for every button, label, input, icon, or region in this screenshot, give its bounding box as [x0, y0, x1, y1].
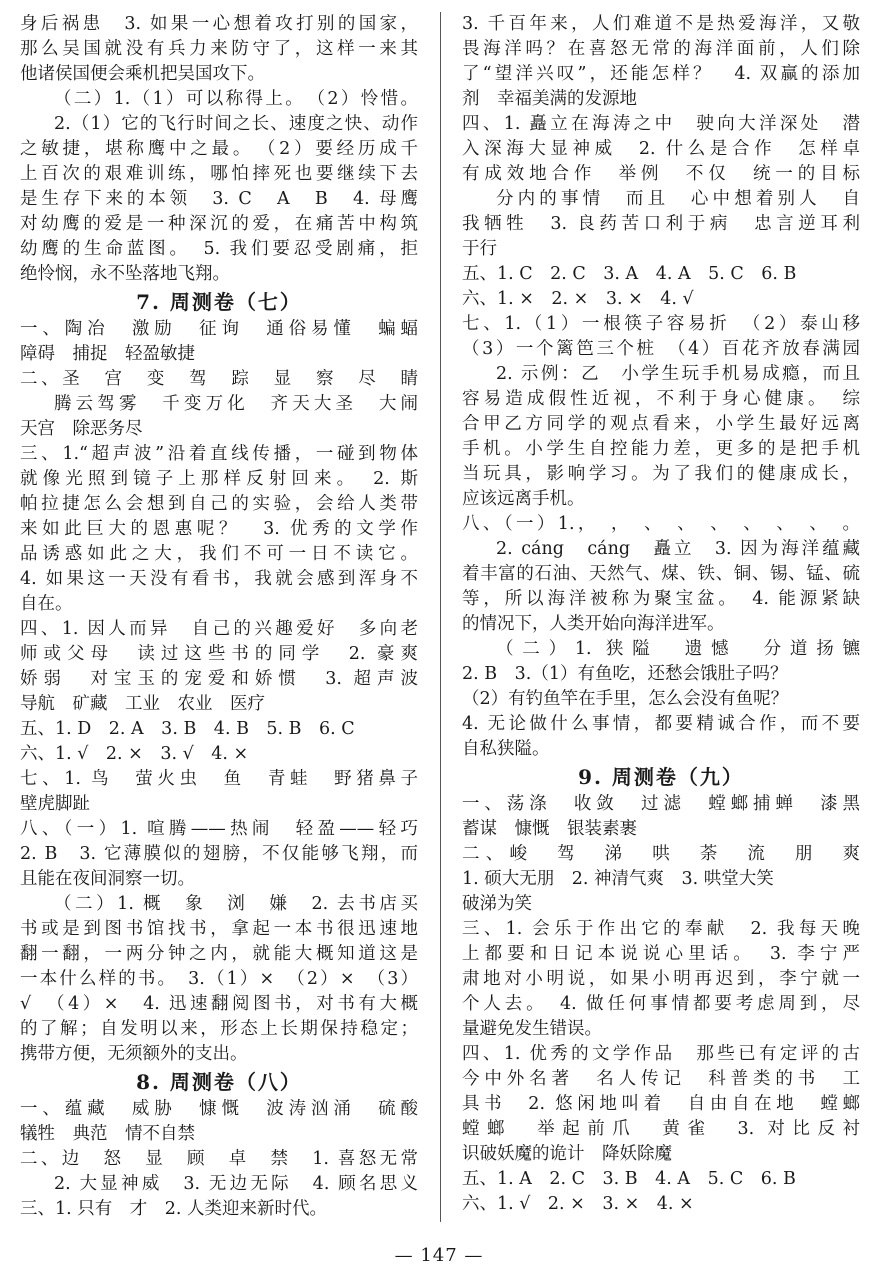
text-line: 3. 千百年来，人们难道不是热爱海洋，又敬 [462, 14, 860, 34]
text-line: 八、（一）1.， ， 、 、 、 、 、 、 。 [462, 514, 860, 534]
text-line: 一、荡涤 收敛 过滤 螳螂捕蝉 漆黑 [462, 794, 860, 814]
text-line: 且能在夜间洞察一切。 [20, 869, 195, 889]
text-line: 六、1. √ 2. × 3. √ 4. × [20, 744, 249, 764]
text-line: 是生存下来的本领 3. C A B 4. 母鹰 [20, 189, 418, 209]
text-line: 2. 大显神威 3. 无边无际 4. 顾名思义 [54, 1174, 418, 1194]
text-line: （2）有钓鱼竿在手里，怎么会没有鱼呢？ [462, 689, 789, 709]
text-line: 了“望洋兴叹”，还能怎样？ 4. 双赢的添加 [462, 64, 860, 84]
text-line: 他诸侯国便会乘机把吴国攻下。 [20, 64, 265, 84]
section-title: 8. 周测卷（八） [136, 1070, 302, 1094]
text-line: 五、1. D 2. A 3. B 4. B 5. B 6. C [20, 719, 355, 739]
text-line: 携带方便，无须额外的支出。 [20, 1044, 248, 1064]
text-line: 当玩具，影响学习。为了我们的健康成长， [462, 464, 860, 484]
text-line: 肃地对小明说，如果小明再迟到，李宁就一 [462, 969, 860, 989]
text-line: 着丰富的石油、天然气、煤、铁、铜、锡、锰、硫 [462, 564, 860, 584]
text-line: 二、边 怒 显 顾 卓 禁 1. 喜怒无常 [20, 1149, 418, 1169]
text-line: 三、1.“超声波”沿着直线传播，一碰到物体 [20, 444, 418, 464]
text-line: 容易造成假性近视，不利于身心健康。 综 [462, 389, 860, 409]
text-line: （3）一个篱笆三个桩 （4）百花齐放春满园 [462, 339, 860, 359]
text-line: 六、1. √ 2. × 3. × 4. × [462, 1194, 694, 1214]
text-line: 来如此巨大的恩惠呢？ 3. 优秀的文学作 [20, 519, 418, 539]
text-line: 壁虎脚趾 [20, 794, 90, 814]
text-line: 八、（一）1. 喧腾——热闹 轻盈——轻巧 [20, 819, 418, 839]
text-line: 三、1. 只有 才 2. 人类迎来新时代。 [20, 1199, 328, 1219]
text-line: 一、陶冶 激励 征询 通俗易懂 蝙蝠 [20, 319, 418, 339]
text-line: 品诱惑如此之大，我们不可一日不读它。 [20, 544, 418, 564]
column-divider [440, 12, 441, 1222]
text-line: 量避免发生错误。 [462, 1019, 602, 1039]
text-line: 2.（1）它的飞行时间之长、速度之快、动作 [54, 114, 418, 134]
text-line: 2. cáng cáng 矗立 3. 因为海洋蕴藏 [496, 539, 860, 559]
text-line: 帕拉捷怎么会想到自己的实验，会给人类带 [20, 494, 418, 514]
text-line: 螳螂 举起前爪 黄雀 3. 对比反衬 [462, 1119, 860, 1139]
text-line: 的了解；自发明以来，形态上长期保持稳定； [20, 1019, 418, 1039]
text-line: 翻一翻，一两分钟之内，就能大概知道这是 [20, 944, 418, 964]
text-line: 导航 矿藏 工业 农业 医疗 [20, 694, 265, 714]
text-line: 剂 幸福美满的发源地 [462, 89, 637, 109]
text-line: 身后祸患 3. 如果一心想着攻打别的国家， [20, 14, 418, 34]
text-line: 四、1. 矗立在海涛之中 驶向大洋深处 潜 [462, 114, 860, 134]
text-line: 识破妖魔的诡计 降妖除魔 [462, 1144, 672, 1164]
text-line: 娇弱 对宝玉的宠爱和娇惯 3. 超声波 [20, 669, 418, 689]
text-line: 之敏捷，堪称鹰中之最。 （2）要经历成千 [20, 139, 418, 159]
text-line: 等，所以海洋被称为聚宝盆。 4. 能源紧缺 [462, 589, 860, 609]
text-line: 破涕为笑 [462, 894, 532, 914]
text-line: 二、圣 宫 变 驾 踪 显 察 尽 睛 [20, 369, 418, 389]
text-line: 书或是到图书馆找书，拿起一本书很迅速地 [20, 919, 418, 939]
text-line: 对幼鹰的爱是一种深沉的爱，在痛苦中构筑 [20, 214, 418, 234]
text-line: 四、1. 优秀的文学作品 那些已有定评的古 [462, 1044, 860, 1064]
text-line: 入深海大显神威 2. 什么是合作 怎样卓 [462, 139, 860, 159]
text-line: 有成效地合作 举例 不仅 统一的目标 [462, 164, 860, 184]
text-line: 六、1. × 2. × 3. × 4. √ [462, 289, 694, 309]
text-line: 今中外名著 名人传记 科普类的书 工 [462, 1069, 860, 1089]
text-line: 的情况下，人类开始向海洋进军。 [462, 614, 725, 634]
text-line: 五、1. C 2. C 3. A 4. A 5. C 6. B [462, 264, 797, 284]
text-line: 自在。 [20, 594, 73, 614]
text-line: 师或父母 读过这些书的同学 2. 豪爽 [20, 644, 418, 664]
text-line: 自私狭隘。 [462, 739, 550, 759]
text-line: 五、1. A 2. C 3. B 4. A 5. C 6. B [462, 1169, 796, 1189]
text-line: 应该远离手机。 [462, 489, 585, 509]
text-line: 4. 如果这一天没有看书，我就会感到浑身不 [20, 569, 418, 589]
text-line: 二、峻 驾 涕 哄 荼 流 朋 爽 [462, 844, 860, 864]
text-line: 障碍 捕捉 轻盈敏捷 [20, 344, 195, 364]
text-line: 我牺牲 3. 良药苦口利于病 忠言逆耳利 [462, 214, 860, 234]
text-line: 个人去。 4. 做任何事情都要考虑周到，尽 [462, 994, 860, 1014]
text-line: √ （4）× 4. 迅速翻阅图书，对书有大概 [20, 994, 418, 1014]
text-line: 4. 无论做什么事情，都要精诚合作，而不要 [462, 714, 860, 734]
text-line: 腾云驾雾 千变万化 齐天大圣 大闹 [54, 394, 418, 414]
text-line: （二）1. 概 象 浏 嫌 2. 去书店买 [54, 894, 418, 914]
text-line: （二）1. 狭隘 遗憾 分道扬镳 [496, 639, 860, 659]
text-line: 就像光照到镜子上那样反射回来。 2. 斯 [20, 469, 418, 489]
text-line: 上都要和日记本说说心里话。 3. 李宁严 [462, 944, 860, 964]
text-line: 畏海洋吗？在喜怒无常的海洋面前，人们除 [462, 39, 860, 59]
text-line: 2. B 3.（1）有鱼吃，还愁会饿肚子吗？ [462, 664, 788, 684]
text-line: 2. 示例：乙 小学生玩手机易成瘾，而且 [496, 364, 860, 384]
text-line: 七、1. 鸟 萤火虫 鱼 青蛙 野猪鼻子 [20, 769, 418, 789]
left-column [20, 12, 418, 1222]
text-line: 绝怜悯，永不坠落地飞翔。 [20, 264, 230, 284]
text-line: 四、1. 因人而异 自己的兴趣爱好 多向老 [20, 619, 418, 639]
text-line: （二）1.（1）可以称得上。 （2）怜惜。 [54, 89, 418, 109]
text-line: 2. B 3. 它薄膜似的翅膀，不仅能够飞翔，而 [20, 844, 418, 864]
text-line: 于行 [462, 239, 497, 259]
text-line: 一、蕴藏 威胁 慷慨 波涛汹涌 硫酸 [20, 1099, 418, 1119]
text-line: 那么吴国就没有兵力来防守了，这样一来其 [20, 39, 418, 59]
text-line: 犠牲 典范 情不自禁 [20, 1124, 195, 1144]
section-title: 7. 周测卷（七） [136, 290, 302, 314]
text-line: 天宫 除恶务尽 [20, 419, 143, 439]
section-title: 9. 周测卷（九） [578, 765, 744, 789]
text-line: 七、1.（1）一根筷子容易折 （2）泰山移 [462, 314, 860, 334]
page-number: — 147 — [394, 1245, 484, 1266]
text-line: 手机。小学生自控能力差，更多的是把手机 [462, 439, 860, 459]
text-line: 蓄谋 慷慨 银装素裹 [462, 819, 637, 839]
text-line: 具书 2. 悠闲地叫着 自由自在地 螳螂 [462, 1094, 860, 1114]
text-line: 上百次的艰难训练，哪怕摔死也要继续下去 [20, 164, 418, 184]
text-line: 分内的事情 而且 心中想着别人 自 [496, 189, 860, 209]
right-column [462, 12, 860, 1217]
text-line: 一本什么样的书。 3.（1）× （2）× （3） [20, 969, 418, 989]
text-line: 合甲乙方同学的观点看来，小学生最好远离 [462, 414, 860, 434]
text-line: 三、1. 会乐于作出它的奉献 2. 我每天晚 [462, 919, 860, 939]
text-line: 1. 硕大无朋 2. 神清气爽 3. 哄堂大笑 [462, 869, 774, 889]
text-line: 幼鹰的生命蓝图。 5. 我们要忍受剧痛，拒 [20, 239, 418, 259]
